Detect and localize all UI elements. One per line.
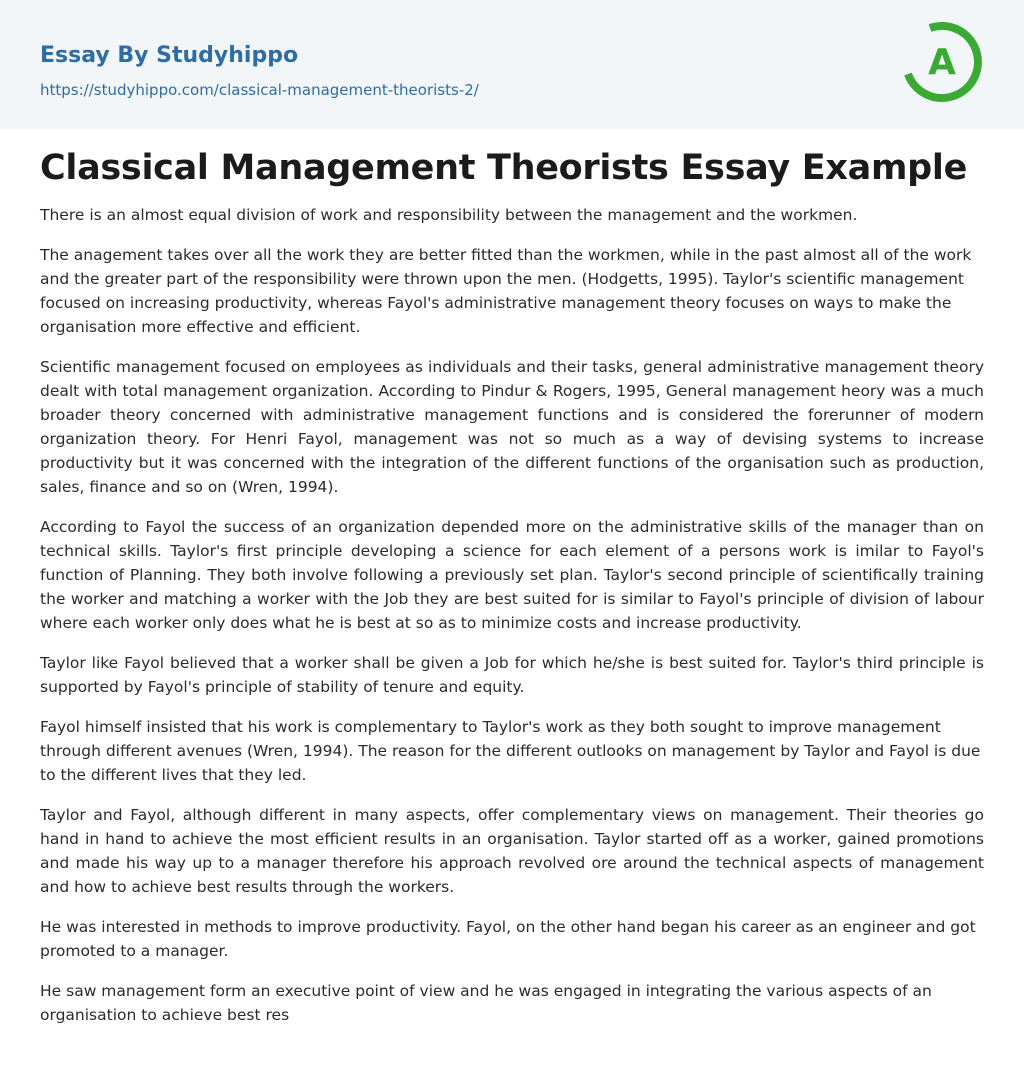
paragraph: There is an almost equal division of work and responsibility between the management and the workmen. (40, 206, 858, 224)
paragraph: He was interested in methods to improve productivity. Fayol, on the other hand began his career as an engineer and got promoted to a manager. (40, 918, 976, 960)
paragraph: Taylor like Fayol believed that a worker shall be given a Job for which he/she is best suited for. Taylor's third principle is supported by Fayol's principle of stability of tenure and equity. (40, 654, 984, 696)
article-body (0, 129, 1024, 1027)
studyhippo-logo-icon[interactable] (900, 20, 984, 104)
page-title: Classical Management Theorists Essay Example (40, 148, 968, 188)
paragraph: He saw management form an executive point of view and he was engaged in integrating the various aspects of an organisation to achieve best res (40, 982, 932, 1024)
paragraph: Fayol himself insisted that his work is complementary to Taylor's work as they both sought to improve management through different avenues (Wren, 1994). The reason for the different outlooks on management by Taylor and Fayol is due to the different lives that they led. (40, 718, 981, 784)
site-title[interactable]: Essay By Studyhippo (40, 43, 299, 68)
paragraph: The anagement takes over all the work they are better fitted than the workmen, while in the past almost all of the work and the greater part of the responsibility were thrown upon the men. (Hodgetts, 1995). Taylor's scientific management focused on increasing productivity, whereas Fayol's administrative management theory focuses on ways to make the organisation more effective and efficient. (40, 246, 972, 336)
paragraph: Taylor and Fayol, although different in many aspects, offer complementary views on management. Their theories go hand in hand to achieve the most efficient results in an organisation. Taylor started off as a worker, gained promotions and made his way up to a manager therefore his approach revolved ore around the technical aspects of management and how to achieve best results through the workers. (40, 806, 984, 896)
logo-letter: A (928, 42, 956, 83)
paragraph: Scientific management focused on employees as individuals and their tasks, general administrative management theory dealt with total management organization. According to Pindur & Rogers, 1995, General management heory was a much broader theory concerned with administrative management functions and is considered the forerunner of modern organization theory. For Henri Fayol, management was not so much as a way of devising systems to increase productivity but it was concerned with the integration of the different functions of the organisation such as production, sales, finance and so on (Wren, 1994). (40, 358, 984, 496)
essay-url-link[interactable]: https://studyhippo.com/classical-management-theorists-2/ (40, 81, 479, 99)
page-header (0, 0, 1024, 129)
paragraph: According to Fayol the success of an organization depended more on the administrative skills of the manager than on technical skills. Taylor's first principle developing a science for each element of a persons work is imilar to Fayol's function of Planning. They both involve following a previously set plan. Taylor's second principle of scientifically training the worker and matching a worker with the Job they are best suited for is similar to Fayol's principle of division of labour where each worker only does what he is best at so as to minimize costs and increase productivity. (40, 518, 984, 632)
